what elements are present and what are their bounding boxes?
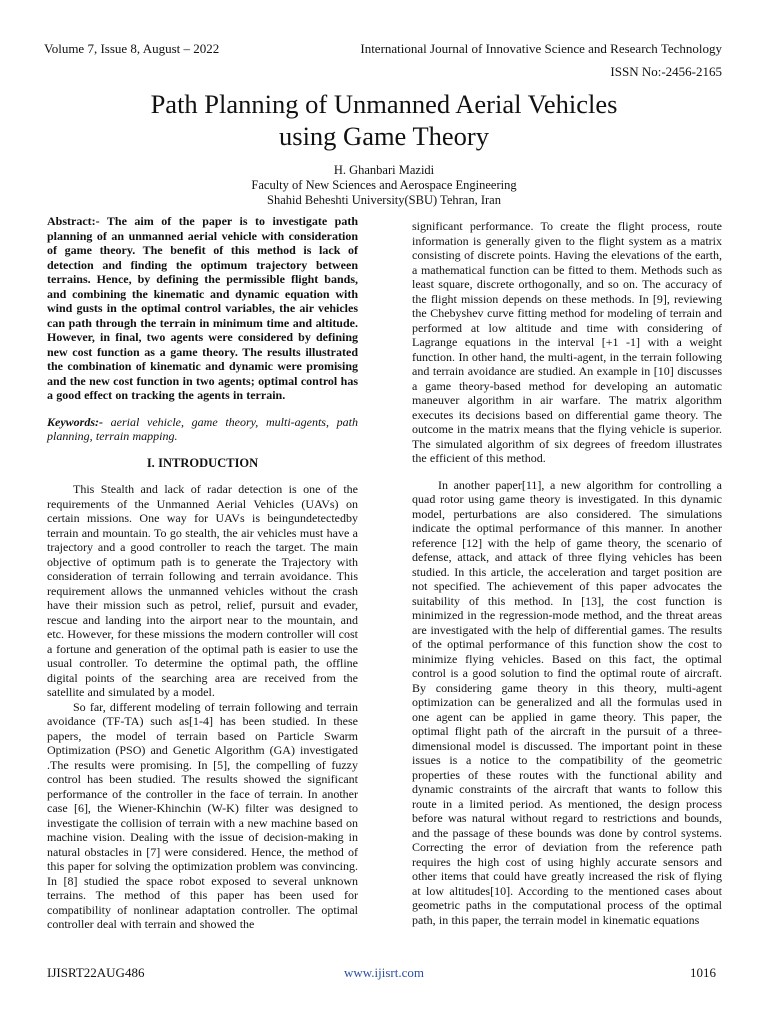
author-university: Shahid Beheshti University(SBU) Tehran, Iran (267, 193, 501, 207)
title-line-1: Path Planning of Unmanned Aerial Vehicles (150, 89, 618, 119)
keywords (47, 415, 358, 444)
volume-issue: Volume 7, Issue 8, August – 2022 (44, 41, 220, 56)
keywords-label: Keywords:- (47, 414, 103, 429)
author-block (0, 163, 768, 208)
issn: ISSN No:-2456-2165 (610, 64, 722, 79)
right-paragraph-2: In another paper[11], a new algorithm for controlling a quad rotor using game theory is investigated. In this dynamic model, perturbations are also considered. The simulations indicate the optimal performance of this manner. In another reference [12] with the help of game theory, the scenario of defense, attack, and attack of three flying vehicles has been studied. In this article, the acceleration and target position are not specified. The achievement of this paper advocates the suitability of this method. In [13], the cost function is minimized in the regression-mode method, and the threat areas are investigated with the help of differential games. The results of the optimal performance of this function show the cost to minimize flying vehicles. Based on this fact, the optimal control is a good solution to find the optimal route of aircraft. By considering game theory in this theory, multi-agent optimization can be generalized and all the formulas used in one agent can be applied in game theory. This paper, the optimal flight path of the aircraft in the pursuit of a three-dimensional model is discussed. The important point in these issues is a notice to the compatibility of the geometric properties of these routes with the functional ability and dynamic constraints of the aircraft that wants to follow this route in a limited period. As mentioned, the design process before was natural without regard to restrictions and bounds, and the passage of these bounds was done by control systems. Correcting the error of deviation from the reference path requires the high cost of using highly accurate sensors and other items that could have greatly increased the risk of flying at low altitudes[10]. According to the mentioned cases about geometric paths in the computational process of the optimal path, in this paper, the terrain model in kinematic equations (412, 477, 722, 927)
author-department: Faculty of New Sciences and Aerospace Engineering (251, 178, 517, 192)
author-name: H. Ghanbari Mazidi (333, 163, 435, 177)
intro-paragraph-1: This Stealth and lack of radar detection is one of the requirements of the Unmanned Aerial Vehicles (UAVs) on certain missions. One way for UAVs is beingundetectedby terrain and mountain. To go stealth, the air vehicles must have a trajectory and a good controller to reach the target. The main objective of optimum path is to generate the Trajectory with consideration of terrain following and terrain avoidance. This requirement allows the unmanned vehicles without the crash have their mission such as petrol, relief, pursuit and evader, rescue and landing into the airport near to the mountain, and etc. However, for these missions the modern controller will cost a fortune and generation of the optimal path is easier to use the usual controller. To determine the optimal path, the offline digital points of the searching area are received from the satellite and simulated by a model. (47, 482, 358, 699)
journal-website-link[interactable]: www.ijisrt.com (343, 965, 425, 980)
left-column (47, 214, 358, 932)
paper-title (0, 88, 768, 152)
title-line-2: using Game Theory (279, 121, 489, 151)
paper-code: IJISRT22AUG486 (47, 965, 145, 980)
intro-paragraph-2: So far, different modeling of terrain following and terrain avoidance (TF-TA) such as[1-4] has been studied. In these papers, the model of terrain based on Particle Swarm Optimization (PSO) and Genetic Algorithm (GA) investigated .The results were promising. In [5], the compelling of fuzzy control has been studied. The results showed the significant performance of the controller in the face of terrain. In another case [6], the Wiener-Khinchin (W-K) filter was designed to investigate the collision of terrain with a new machine based on machine vision. Dealing with the issue of decision-making in natural obstacles in [7] were considered. Hence, the method of this paper for solving the optimization problem was convincing. In [8] studied the space robot exposed to several unknown terrains. The method of this paper has been used for compatibility of nonlinear adaptation controller. The optimal controller deal with terrain and showed the (47, 699, 358, 931)
page-number: 1016 (690, 965, 716, 980)
abstract: Abstract:- The aim of the paper is to investigate path planning of an unmanned aerial vehicle with consideration of game theory. The benefit of this method is lack of detection and finding the optimum trajectory between terrains. Hence, by defining the permissible flight bands, and combining the kinematic and dynamic equation with wind gusts in the optimal control variables, the air vehicles can path through the terrain in minimum time and altitude. However, in final, two agents were considered by defining new cost function as a game theory. The results illustrated the combination of kinematic and dynamic were promising and the new cost function in two agents; optimal control has a good effect on tracking the agents in terrain. (47, 214, 358, 402)
right-column (412, 219, 722, 927)
section-heading-introduction: I. INTRODUCTION (146, 455, 259, 470)
keywords-text: aerial vehicle, game theory, multi-agents, path planning, terrain mapping. (47, 414, 358, 443)
journal-name: International Journal of Innovative Science and Research Technology (360, 41, 722, 56)
right-paragraph-1: significant performance. To create the flight process, route information is generally given to the flight system as a matrix consisting of discrete points. Having the elevations of the earth, a mathematical function can be fitted to them. Methods such as least square, discrete orthogonally, and so on. The accuracy of the flight mission depends on these methods. In [9], reviewing the Chebyshev curve fitting method for modeling of terrain and performed at low altitude and time with considering of Lagrange equations in the interval [+1 -1] with a weight function. In other hand, the multi-agent, in the terrain following and terrain avoidance are studied. An example in [10] discusses a game theory-based method for developing an automatic maneuver algorithm in air warfare. The matrix algorithm executes its decisions based on differential game theory. The outcome in the matrix means that the flying vehicle is superior. The simulated algorithm of six degrees of freedom illustrates the efficient of this method. (412, 219, 722, 465)
